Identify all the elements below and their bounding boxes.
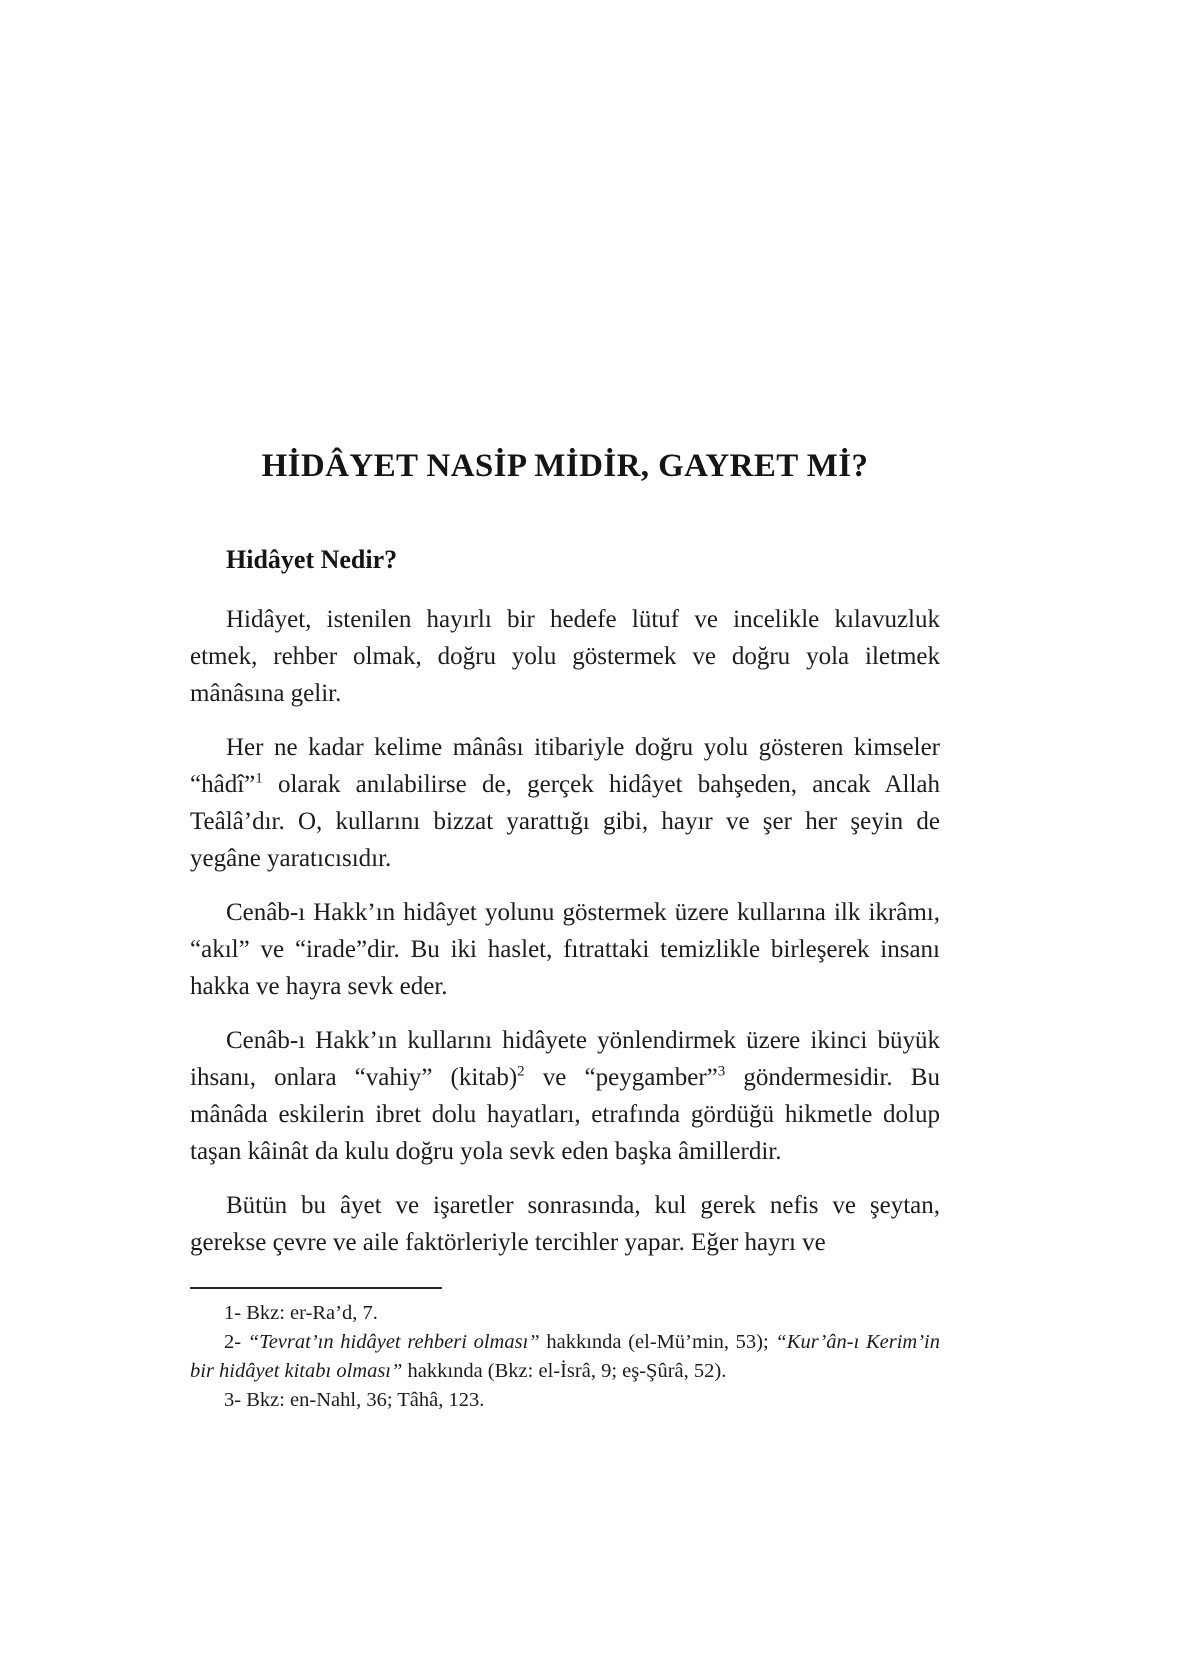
text-run: ve “peygamber” bbox=[524, 1064, 718, 1091]
paragraph bbox=[190, 1022, 940, 1170]
text-run: 2- bbox=[224, 1331, 248, 1353]
paragraph bbox=[190, 601, 940, 712]
cited-work-title: “Kur’ân-ı Kerim’in bir hidâyet kitabı olması” bbox=[190, 1331, 941, 1382]
text-run: 3- Bkz: en-Nahl, 36; Tâhâ, 123. bbox=[224, 1389, 485, 1411]
footnote bbox=[190, 1299, 940, 1328]
footnote-separator bbox=[190, 1287, 442, 1289]
footnote bbox=[190, 1328, 940, 1386]
text-run: Bütün bu âyet ve işaretler sonrasında, kul gerek nefis ve şeytan, gerekse çevre ve aile faktörleriyle tercihler yapar. Eğer hayrı ve bbox=[190, 1192, 940, 1256]
paragraph bbox=[190, 729, 940, 877]
footnote-marker: 3 bbox=[717, 1063, 726, 1080]
text-run: Cenâb-ı Hakk’ın kullarını hidâyete yönlendirmek üzere ikinci büyük ihsanı, onlara “vahiy” (kitab) bbox=[190, 1027, 940, 1091]
text-run: Cenâb-ı Hakk’ın hidâyet yolunu göstermek üzere kullarına ilk ikrâmı, “akıl” ve “irade”dir. Bu iki haslet, fıtrattaki temizlikle birleşerek insanı hakka ve hayra sevk eder. bbox=[190, 899, 940, 1000]
text-run: Her ne kadar kelime mânâsı itibariyle doğru yolu gösteren kimseler “hâdî” bbox=[190, 734, 940, 798]
text-run: olarak anılabilirse de, gerçek hidâyet bahşeden, ancak Allah Teâlâ’dır. O, kullarını bizzat yarattığı gibi, hayır ve şer her şeyin de yegâne yaratıcısıdır. bbox=[190, 771, 940, 872]
footnotes-block bbox=[190, 1299, 940, 1415]
text-run: Hidâyet, istenilen hayırlı bir hedefe lütuf ve incelikle kılavuzluk etmek, rehber olmak, doğru yolu göstermek ve doğru yola iletmek mânâsına gelir. bbox=[190, 606, 940, 707]
text-run: 1- Bkz: er-Ra’d, 7. bbox=[224, 1302, 378, 1324]
footnote-marker: 2 bbox=[517, 1063, 525, 1080]
section-heading: Hidâyet Nedir? bbox=[226, 545, 398, 574]
text-run: hakkında (Bkz: el-İsrâ, 9; eş-Şûrâ, 52). bbox=[402, 1360, 727, 1382]
footnote bbox=[190, 1386, 940, 1415]
text-run: hakkında (el-Mü’min, 53); bbox=[539, 1331, 776, 1353]
body-text bbox=[190, 601, 940, 1261]
chapter-title: HİDÂYET NASİP MİDİR, GAYRET Mİ? bbox=[261, 448, 869, 484]
paragraph bbox=[190, 894, 940, 1005]
paragraph bbox=[190, 1187, 940, 1261]
text-run: göndermesidir. Bu mânâda eskilerin ibret dolu hayatları, etrafında gördüğü hikmetle dolup taşan kâinât da kulu doğru yola sevk eden başka âmillerdir. bbox=[190, 1064, 940, 1165]
cited-work-title: “Tevrat’ın hidâyet rehberi olması” bbox=[247, 1331, 540, 1353]
footnote-marker: 1 bbox=[255, 770, 263, 787]
